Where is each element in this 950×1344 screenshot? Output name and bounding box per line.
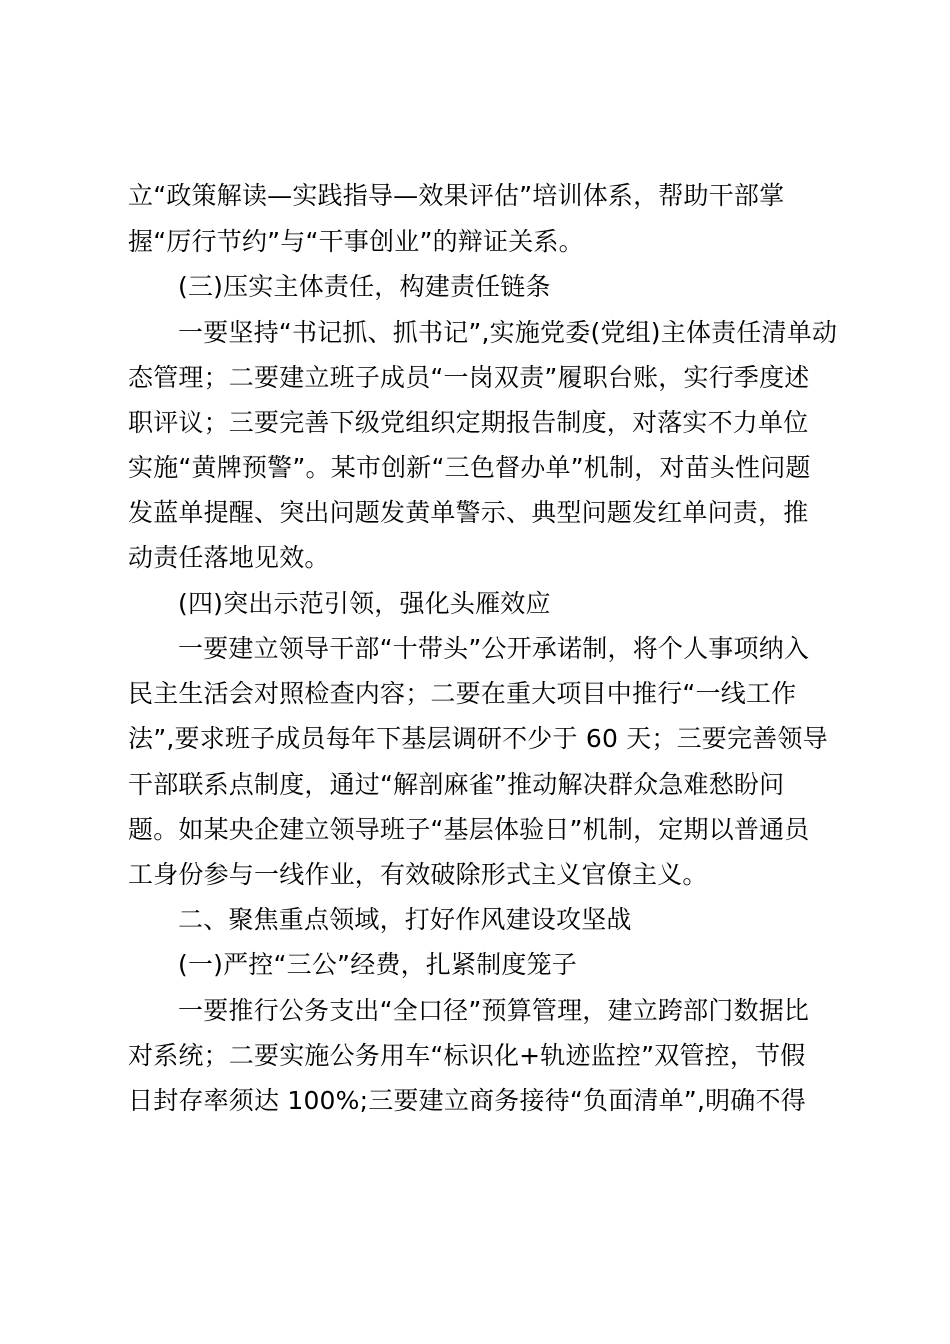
body-text-line: 职评议；三要完善下级党组织定期报告制度，对落实不力单位 <box>128 408 809 437</box>
body-text-line: 一要坚持“书记抓、抓书记”,实施党委(党组)主体责任清单动 <box>178 318 838 347</box>
body-text-line: 干部联系点制度，通过“解剖麻雀”推动解决群众急难愁盼问 <box>128 770 785 799</box>
body-text-line: 握“厉行节约”与“干事创业”的辩证关系。 <box>128 227 584 256</box>
chapter-heading: 二、聚焦重点领域，打好作风建设攻坚战 <box>178 905 632 934</box>
body-text-line: 一要建立领导干部“十带头”公开承诺制，将个人事项纳入 <box>178 634 810 663</box>
body-text-line: 一要推行公务支出“全口径”预算管理，建立跨部门数据比 <box>178 996 810 1025</box>
body-text-line: 对系统；二要实施公务用车“标识化+轨迹监控”双管控，节假 <box>128 1041 806 1070</box>
body-text-line: 日封存率须达 100%;三要建立商务接待“负面清单”,明确不得 <box>128 1086 806 1115</box>
body-text-line: 民主生活会对照检查内容；二要在重大项目中推行“一线工作 <box>128 679 797 708</box>
body-text-line: 态管理；二要建立班子成员“一岗双责”履职台账，实行季度述 <box>128 363 810 392</box>
body-text-line: 法”,要求班子成员每年下基层调研不少于 60 天；三要完善领导 <box>128 724 828 753</box>
body-text-line: 动责任落地见效。 <box>128 543 330 572</box>
body-text-line: 题。如某央企建立领导班子“基层体验日”机制，定期以普通员 <box>128 815 810 844</box>
body-text-line: 发蓝单提醒、突出问题发黄单警示、典型问题发红单问责，推 <box>128 498 809 527</box>
body-text-line: 实施“黄牌预警”。某市创新“三色督办单”机制，对苗头性问题 <box>128 453 811 482</box>
body-text-line: 立“政策解读—实践指导—效果评估”培训体系，帮助干部掌 <box>128 181 785 210</box>
body-text-line: 工身份参与一线作业，有效破除形式主义官僚主义。 <box>128 860 708 889</box>
section-heading: (四)突出示范引领，强化头雁效应 <box>178 589 551 618</box>
section-heading: (一)严控“三公”经费，扎紧制度笼子 <box>178 950 578 979</box>
section-heading: (三)压实主体责任，构建责任链条 <box>178 272 551 301</box>
